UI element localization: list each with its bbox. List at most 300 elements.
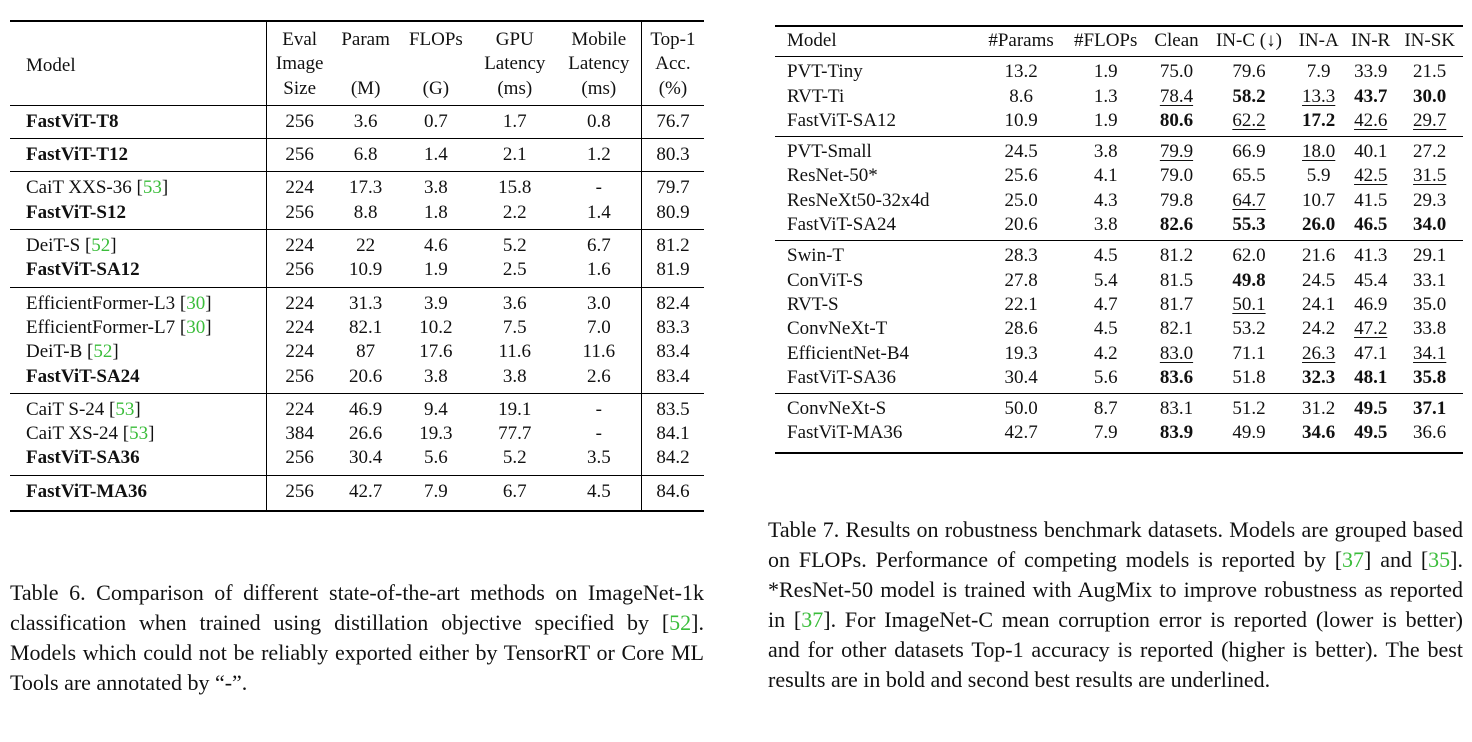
t6-model-name: FastViT-T12 (26, 144, 129, 166)
t6-mobile-cell: 1.4 (586, 201, 611, 223)
t6-top1-cell: 83.3 (641, 316, 704, 340)
t6-flops-cell: 1.9 (423, 259, 448, 281)
t7-clean-cell (1147, 269, 1205, 293)
t7-value: 7.9 (1306, 61, 1331, 83)
t6-cite-bracket-close: ] (148, 423, 155, 445)
table-row (775, 137, 1463, 165)
t6-gpu-cell: 77.7 (498, 423, 532, 445)
t7-in-c-cell (1206, 164, 1293, 188)
t7-params-cell (978, 366, 1064, 394)
caption-text: Table 7. Results on robustness benchmark datasets. Models are grouped based on FLOPs. Performance of competing models is reported by (768, 517, 1463, 572)
t6-model-cell (10, 258, 267, 287)
t6-header-param-1: Param (332, 21, 399, 52)
t6-model-cell (10, 287, 267, 316)
t6-mobile-cell: 1.2 (557, 139, 642, 172)
t7-model-cell: PVT-Tiny (775, 57, 978, 85)
t7-value: 42.7 (1004, 422, 1038, 444)
t6-gpu-cell: 2.1 (473, 139, 557, 172)
t7-value: 50.1 (1232, 293, 1266, 315)
t7-value: 79.0 (1159, 165, 1194, 187)
t7-in-c-cell (1206, 293, 1293, 317)
t7-flops-cell (1064, 85, 1147, 109)
t7-flops-cell (1064, 213, 1147, 241)
t6-eval-cell: 224 (285, 341, 314, 363)
t7-in-sk-cell (1396, 137, 1463, 165)
table-7 (775, 25, 1463, 454)
t7-flops-cell (1064, 342, 1147, 366)
t6-group (10, 475, 704, 511)
t7-value: 83.0 (1159, 342, 1194, 364)
t7-value: 62.0 (1232, 245, 1266, 267)
t6-param-cell: 82.1 (349, 316, 383, 338)
t7-model-cell: RVT-S (787, 293, 839, 315)
t7-value: 20.6 (1004, 214, 1038, 236)
t6-eval-cell: 256 (285, 365, 314, 387)
t7-value: 29.3 (1413, 189, 1447, 211)
caption-text: [ (661, 610, 670, 635)
t6-header-flops-3: (G) (422, 77, 450, 99)
t6-flops-cell: 7.9 (399, 475, 473, 511)
t7-value: 19.3 (1004, 342, 1038, 364)
t7-in-r-cell (1345, 293, 1396, 317)
t7-value: 51.8 (1232, 366, 1266, 388)
t7-in-sk-cell (1396, 109, 1463, 137)
t6-cite-bracket-close: ] (112, 341, 119, 363)
t7-model-cell: EfficientNet-B4 (787, 342, 910, 364)
t7-clean-cell (1147, 109, 1205, 137)
t7-clean-cell (1147, 85, 1205, 109)
table-row (775, 241, 1463, 269)
t6-mobile-cell: 6.7 (557, 230, 642, 259)
t7-value: 50.0 (1004, 398, 1038, 420)
t7-clean-cell (1147, 366, 1205, 394)
t6-flops-cell: 10.2 (419, 316, 453, 338)
t6-top1-cell: 79.7 (641, 172, 704, 201)
table-7-caption (768, 515, 1463, 695)
t7-group (775, 57, 1463, 137)
t6-eval-cell: 256 (267, 139, 333, 172)
t7-header-flops: #FLOPs (1064, 26, 1147, 57)
t6-top1-cell: 84.6 (641, 475, 704, 511)
t7-value: 25.0 (1004, 189, 1038, 211)
t7-header-in-r: IN-R (1345, 26, 1396, 57)
t7-in-r-cell (1345, 269, 1396, 293)
table-row (775, 164, 1463, 188)
t7-header-clean: Clean (1147, 26, 1205, 57)
t7-in-c-cell (1206, 317, 1293, 341)
t6-header-gpu-3: (ms) (497, 77, 533, 99)
t6-flops-cell: 0.7 (399, 105, 473, 138)
t7-value: 27.2 (1413, 141, 1447, 163)
t6-citation: 53 (129, 423, 149, 445)
t7-value: 27.8 (1004, 269, 1038, 291)
t6-model-cell (10, 316, 267, 340)
table-row (775, 109, 1463, 137)
t7-value: 80.6 (1159, 109, 1194, 131)
t7-value: 5.6 (1093, 366, 1118, 388)
t6-gpu-cell: 5.2 (502, 447, 527, 469)
t6-param-cell: 46.9 (332, 393, 399, 422)
t6-flops-cell: 3.8 (399, 172, 473, 201)
t7-in-c-cell (1206, 394, 1293, 422)
t6-citation: 53 (142, 177, 162, 199)
t6-model-cell (10, 393, 267, 422)
t6-mobile-cell: 1.6 (586, 259, 611, 281)
caption-citation: 37 (801, 607, 824, 632)
t7-value: 5.4 (1093, 269, 1118, 291)
t7-value: 49.8 (1232, 269, 1266, 291)
t7-model-cell: FastViT-SA12 (787, 109, 897, 131)
t6-flops-cell: 3.9 (399, 287, 473, 316)
t6-top1-cell: 83.4 (641, 365, 704, 394)
t7-model-cell: ConvNeXt-S (775, 394, 978, 422)
t7-value: 34.6 (1302, 422, 1336, 444)
table-row (10, 201, 704, 230)
t7-value: 29.1 (1413, 245, 1447, 267)
t6-mobile-cell: 3.5 (586, 447, 611, 469)
t7-value: 65.5 (1232, 165, 1266, 187)
caption-text: ]. *ResNet-50 model is trained with AugMix to improve robustness as reported in [ (768, 547, 1463, 632)
t7-in-c-cell (1206, 85, 1293, 109)
t6-top1-cell: 82.4 (641, 287, 704, 316)
t6-model-cell (10, 365, 267, 394)
t6-gpu-cell: 2.5 (502, 259, 527, 281)
table-row (10, 258, 704, 287)
t7-in-a-cell (1292, 269, 1345, 293)
t7-in-sk-cell (1396, 213, 1463, 241)
t6-header-mobile-2: Latency (568, 53, 630, 75)
t7-model-cell: ConvNeXt-T (787, 318, 888, 340)
t6-param-cell: 10.9 (349, 259, 383, 281)
t7-flops-cell (1064, 137, 1147, 165)
t6-model-name: EfficientFormer-L7 (26, 316, 180, 338)
t7-in-a-cell (1292, 109, 1345, 137)
t6-eval-cell: 256 (267, 105, 333, 138)
t6-top1-cell: 80.9 (641, 201, 704, 230)
table-row (10, 316, 704, 340)
t7-params-cell (978, 164, 1064, 188)
t7-group (775, 394, 1463, 453)
t6-citation: 52 (91, 235, 111, 257)
t6-flops-cell: 1.8 (423, 201, 448, 223)
t7-in-sk-cell (1396, 85, 1463, 109)
t7-model-cell: FastViT-MA36 (775, 421, 978, 452)
t7-in-r-cell (1345, 57, 1396, 85)
t7-in-sk-cell (1396, 57, 1463, 85)
t7-in-c-cell (1206, 109, 1293, 137)
table-row (775, 85, 1463, 109)
t7-in-c-cell (1206, 366, 1293, 394)
t6-model-name: EfficientFormer-L3 (26, 292, 180, 314)
t6-top1-cell: 84.1 (641, 422, 704, 446)
caption-text: ] and [ (1364, 547, 1429, 572)
t7-clean-cell (1147, 394, 1205, 422)
t7-clean-cell (1147, 137, 1205, 165)
t6-header-eval-2: Image (275, 53, 324, 75)
t7-value: 4.1 (1093, 165, 1118, 187)
t6-flops-cell: 1.4 (399, 139, 473, 172)
t6-flops-cell: 17.6 (419, 341, 453, 363)
t6-group (10, 139, 704, 172)
t7-in-a-cell (1292, 241, 1345, 269)
t6-mobile-cell: - (557, 172, 642, 201)
t7-in-r-cell (1345, 394, 1396, 422)
t6-header-mobile-1: Mobile (557, 21, 642, 52)
t6-eval-cell: 256 (285, 447, 314, 469)
t6-header-top1-1: Top-1 (641, 21, 704, 52)
t7-in-c-cell (1206, 213, 1293, 241)
t7-clean-cell (1147, 213, 1205, 241)
t7-value: 42.5 (1354, 165, 1388, 187)
t6-gpu-cell: 3.6 (473, 287, 557, 316)
t7-in-r-cell (1345, 366, 1396, 394)
t7-value: 4.3 (1093, 189, 1118, 211)
t6-header-flops-2 (399, 52, 473, 76)
t7-value: 47.1 (1354, 342, 1388, 364)
t7-in-sk-cell (1396, 293, 1463, 317)
t7-in-r-cell (1345, 189, 1396, 213)
t7-in-r-cell (1345, 137, 1396, 165)
t7-params-cell (978, 317, 1064, 341)
t6-flops-cell: 3.8 (423, 365, 448, 387)
t7-clean-cell (1147, 164, 1205, 188)
t6-cite-bracket-close: ] (205, 316, 212, 338)
t7-value: 49.9 (1232, 422, 1266, 444)
t7-value: 82.1 (1159, 318, 1194, 340)
t7-in-r-cell (1345, 213, 1396, 241)
caption-citation: 35 (1428, 547, 1451, 572)
t6-citation: 52 (93, 341, 113, 363)
t7-in-a-cell (1292, 213, 1345, 241)
t7-in-a-cell (1292, 189, 1345, 213)
t6-cite-bracket-open: [ (136, 177, 143, 199)
t6-eval-cell: 224 (285, 316, 314, 338)
t7-in-sk-cell (1396, 366, 1463, 394)
table-row (775, 213, 1463, 241)
t6-model-cell (10, 340, 267, 364)
t7-params-cell (978, 57, 1064, 85)
t6-citation: 30 (186, 292, 206, 314)
table-row (775, 189, 1463, 213)
t7-in-c-cell (1206, 342, 1293, 366)
t7-in-sk-cell (1396, 394, 1463, 422)
t7-value: 18.0 (1302, 141, 1336, 163)
t6-flops-cell: 19.3 (419, 423, 453, 445)
t7-params-cell (978, 189, 1064, 213)
t6-mobile-cell: 7.0 (586, 316, 611, 338)
t7-value: 62.2 (1232, 109, 1266, 131)
caption-citation: 37 (1342, 547, 1365, 572)
t7-model-cell: ConViT-S (787, 269, 864, 291)
t7-in-a-cell (1292, 293, 1345, 317)
t6-param-cell: 26.6 (349, 423, 383, 445)
t6-header-flops-1: FLOPs (399, 21, 473, 52)
t6-gpu-cell: 2.2 (502, 201, 527, 223)
t6-header-gpu-1: GPU (473, 21, 557, 52)
t7-in-r-cell (1345, 421, 1396, 452)
t6-param-cell: 30.4 (349, 447, 383, 469)
t7-value: 4.2 (1093, 342, 1118, 364)
t7-value: 83.6 (1159, 366, 1194, 388)
t6-mobile-cell: 11.6 (582, 341, 616, 363)
t7-clean-cell (1147, 342, 1205, 366)
t7-value: 24.1 (1302, 293, 1336, 315)
t7-value: 10.7 (1302, 189, 1336, 211)
t7-params-cell (978, 269, 1064, 293)
t6-gpu-cell: 6.7 (473, 475, 557, 511)
t7-in-r-cell (1345, 241, 1396, 269)
t7-header-model: Model (775, 26, 978, 57)
t7-value: 28.3 (1004, 245, 1038, 267)
t6-model-cell (10, 446, 267, 475)
t7-clean-cell (1147, 189, 1205, 213)
t7-in-r-cell (1345, 85, 1396, 109)
t6-header-gpu-2: Latency (484, 53, 546, 75)
t7-value: 47.2 (1354, 318, 1388, 340)
t7-value: 49.5 (1354, 398, 1388, 420)
t6-model-cell (10, 105, 267, 138)
t7-value: 82.6 (1159, 214, 1194, 236)
t7-value: 35.8 (1413, 366, 1447, 388)
t7-flops-cell (1064, 293, 1147, 317)
t6-model-name: FastViT-MA36 (26, 480, 148, 502)
t6-flops-cell: 4.6 (399, 230, 473, 259)
table-row (10, 422, 704, 446)
t6-eval-cell: 224 (267, 172, 333, 201)
t6-header-model: Model (10, 21, 267, 105)
t6-header-top1-3: (%) (641, 77, 704, 106)
t6-header-param-2 (332, 52, 399, 76)
t6-model-name: FastViT-T8 (26, 110, 119, 132)
t6-eval-cell: 224 (267, 287, 333, 316)
t7-flops-cell (1064, 317, 1147, 341)
t7-clean-cell (1147, 317, 1205, 341)
t7-in-r-cell (1345, 342, 1396, 366)
t6-param-cell: 8.8 (353, 201, 378, 223)
t7-in-r-cell (1345, 164, 1396, 188)
t6-model-name: CaiT XXS-36 (26, 177, 137, 199)
t6-mobile-cell: 3.0 (557, 287, 642, 316)
t7-clean-cell (1147, 421, 1205, 452)
t7-params-cell (978, 213, 1064, 241)
t6-model-name: FastViT-SA36 (26, 447, 140, 469)
t6-eval-cell: 256 (267, 475, 333, 511)
t7-value: 66.9 (1232, 141, 1266, 163)
t7-header-params: #Params (978, 26, 1064, 57)
t6-param-cell: 17.3 (332, 172, 399, 201)
table-row (775, 317, 1463, 341)
t6-header-eval-3: Size (283, 77, 317, 99)
t7-flops-cell (1064, 57, 1147, 85)
t6-param-cell: 20.6 (349, 365, 383, 387)
t7-value: 41.5 (1354, 189, 1388, 211)
t7-value: 49.5 (1354, 422, 1388, 444)
t6-header-mobile-3: (ms) (581, 77, 617, 99)
t7-params-cell (978, 342, 1064, 366)
table-row (10, 475, 704, 511)
t7-in-a-cell (1292, 164, 1345, 188)
t7-value: 75.0 (1159, 61, 1194, 83)
t6-group (10, 105, 704, 138)
t7-value: 30.4 (1004, 366, 1038, 388)
t7-value: 26.3 (1302, 342, 1336, 364)
t6-top1-cell: 84.2 (641, 446, 704, 475)
t7-model-cell: RVT-Ti (787, 85, 845, 107)
t7-value: 28.6 (1004, 318, 1038, 340)
t7-params-cell (978, 394, 1064, 422)
t7-value: 26.0 (1302, 214, 1336, 236)
t7-in-a-cell (1292, 394, 1345, 422)
table-row (775, 57, 1463, 85)
table-row (10, 230, 704, 259)
t7-in-sk-cell (1396, 164, 1463, 188)
t6-cite-bracket-open: [ (109, 398, 116, 420)
t6-param-cell: 3.6 (332, 105, 399, 138)
t7-in-a-cell (1292, 342, 1345, 366)
t7-clean-cell (1147, 57, 1205, 85)
table-row (775, 394, 1463, 422)
t6-gpu-cell: 11.6 (498, 341, 532, 363)
t7-value: 5.9 (1306, 165, 1331, 187)
t6-group (10, 287, 704, 393)
t7-in-sk-cell (1396, 241, 1463, 269)
table-row (10, 139, 704, 172)
t7-params-cell (978, 137, 1064, 165)
t6-cite-bracket-open: [ (84, 235, 92, 257)
t7-value: 81.2 (1159, 245, 1194, 267)
t6-mobile-cell: 0.8 (557, 105, 642, 138)
t7-in-a-cell (1292, 421, 1345, 452)
t7-value: 4.7 (1093, 293, 1118, 315)
t7-value: 4.5 (1093, 318, 1118, 340)
t6-param-cell: 87 (356, 341, 376, 363)
t6-citation: 30 (186, 316, 206, 338)
t7-params-cell (978, 85, 1064, 109)
t7-in-a-cell (1292, 366, 1345, 394)
t6-mobile-cell: 2.6 (586, 365, 611, 387)
table-row (775, 342, 1463, 366)
t7-value: 51.2 (1232, 398, 1266, 420)
t7-flops-cell (1064, 189, 1147, 213)
t6-cite-bracket-close: ] (110, 235, 117, 257)
t6-group (10, 172, 704, 230)
t7-value: 64.7 (1232, 189, 1266, 211)
t7-value: 24.2 (1302, 318, 1336, 340)
t6-top1-cell: 83.4 (641, 340, 704, 364)
t7-value: 3.8 (1093, 141, 1118, 163)
table-row (10, 287, 704, 316)
t6-cite-bracket-open: [ (179, 292, 187, 314)
table-row (10, 393, 704, 422)
t6-eval-cell: 224 (267, 393, 333, 422)
table-row (10, 105, 704, 138)
t7-in-sk-cell (1396, 269, 1463, 293)
t6-group (10, 393, 704, 475)
t6-citation: 53 (115, 398, 135, 420)
t7-in-c-cell (1206, 57, 1293, 85)
t7-in-c-cell (1206, 421, 1293, 452)
table-row (10, 365, 704, 394)
t7-in-c-cell (1206, 189, 1293, 213)
t7-value: 25.6 (1004, 165, 1038, 187)
t7-in-c-cell (1206, 137, 1293, 165)
t7-value: 1.9 (1093, 61, 1118, 83)
t7-model-cell: FastViT-SA36 (787, 366, 897, 388)
t7-flops-cell (1064, 421, 1147, 452)
t7-value: 55.3 (1232, 214, 1266, 236)
t6-gpu-cell: 15.8 (473, 172, 557, 201)
t6-gpu-cell: 19.1 (473, 393, 557, 422)
